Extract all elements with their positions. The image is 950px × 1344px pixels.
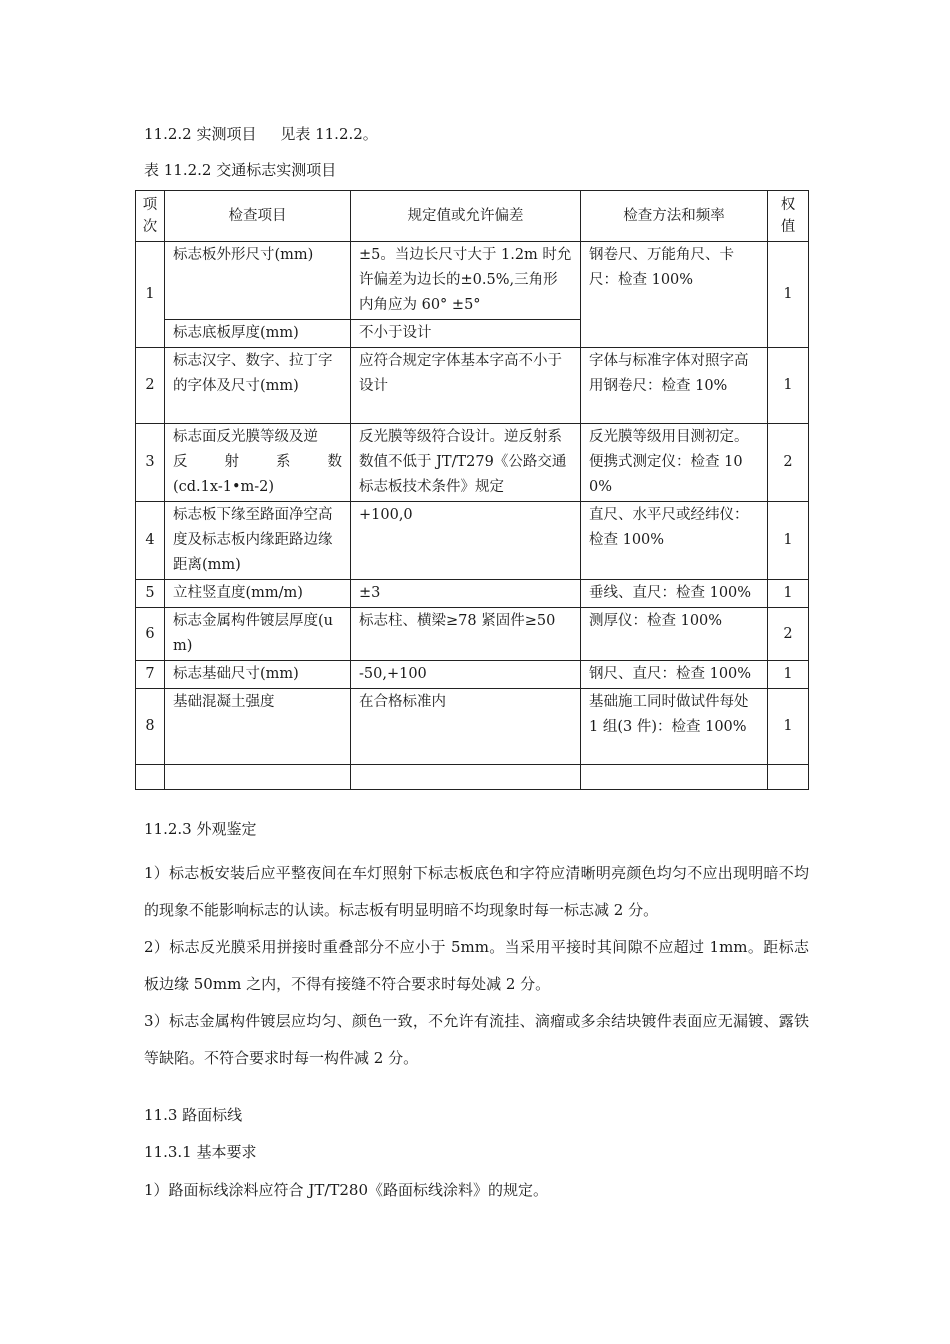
section-heading-11-3-1: 11.3.1 基本要求 xyxy=(144,1143,257,1161)
cell-no: 2 xyxy=(136,348,165,424)
table-row xyxy=(136,580,809,608)
cell-spec: 标志柱、横梁≥78 紧固件≥50 xyxy=(351,608,581,661)
cell-method: 基础施工同时做试件每处 1 组(3 件)：检查 100% xyxy=(581,689,768,765)
cell-method: 钢尺、直尺：检查 100% xyxy=(581,661,768,689)
table-row xyxy=(136,661,809,689)
cell-weight: 1 xyxy=(768,242,809,348)
cell-weight: 1 xyxy=(768,502,809,580)
section-heading-11-3: 11.3 路面标线 xyxy=(144,1106,243,1124)
section-heading-11-2-2: 11.2.2 实测项目 见表 11.2.2。 xyxy=(144,125,378,143)
cell-weight: 1 xyxy=(768,689,809,765)
paragraph-appearance-1: 1）标志板安装后应平整夜间在车灯照射下标志板底色和字符应清晰明亮颜色均匀不应出现明暗不均的现象不能影响标志的认读。标志板有明显明暗不均现象时每一标志减 2 分。 xyxy=(144,864,809,919)
header-item: 检查项目 xyxy=(165,191,351,242)
header-no: 项次 xyxy=(136,191,165,242)
header-spec: 规定值或允许偏差 xyxy=(351,191,581,242)
cell-no: 3 xyxy=(136,424,165,502)
cell-spec: 不小于设计 xyxy=(351,320,581,348)
table-row xyxy=(136,608,809,661)
table-row xyxy=(136,242,809,320)
cell-spec: 在合格标准内 xyxy=(351,689,581,765)
cell-spec: +100,0 xyxy=(351,502,581,580)
cell-method: 垂线、直尺：检查 100% xyxy=(581,580,768,608)
cell-no: 1 xyxy=(136,242,165,348)
cell-weight: 1 xyxy=(768,348,809,424)
cell-method: 反光膜等级用目测初定。便携式测定仪：检查 100% xyxy=(581,424,768,502)
cell-spec: ±5。当边长尺寸大于 1.2m 时允许偏差为边长的±0.5%,三角形内角应为 60° ±5° xyxy=(351,242,581,320)
cell-method: 测厚仪：检查 100% xyxy=(581,608,768,661)
cell-no: 5 xyxy=(136,580,165,608)
cell-item: 标志面反光膜等级及逆 反 射 系 数 (cd.1x-1•m-2) xyxy=(165,424,351,502)
cell-item: 基础混凝土强度 xyxy=(165,689,351,765)
paragraph-basic-1: 1）路面标线涂料应符合 JT/T280《路面标线涂料》的规定。 xyxy=(144,1181,549,1199)
table-row xyxy=(136,502,809,580)
cell-spec: 应符合规定字体基本字高不小于设计 xyxy=(351,348,581,424)
cell-weight: 2 xyxy=(768,608,809,661)
cell-no: 7 xyxy=(136,661,165,689)
cell-weight: 1 xyxy=(768,661,809,689)
cell-no: 4 xyxy=(136,502,165,580)
table-row xyxy=(136,689,809,765)
cell-item: 标志金属构件镀层厚度(um) xyxy=(165,608,351,661)
cell-spec: 反光膜等级符合设计。逆反射系数值不低于 JT/T279《公路交通标志板技术条件》规定 xyxy=(351,424,581,502)
cell-method: 直尺、水平尺或经纬仪：检查 100% xyxy=(581,502,768,580)
cell-weight: 2 xyxy=(768,424,809,502)
cell-item: 标志板下缘至路面净空高度及标志板内缘距路边缘距离(mm) xyxy=(165,502,351,580)
cell-weight: 1 xyxy=(768,580,809,608)
table-row xyxy=(136,424,809,502)
header-method: 检查方法和频率 xyxy=(581,191,768,242)
cell-no: 6 xyxy=(136,608,165,661)
cell-method: 字体与标准字体对照字高用钢卷尺：检查 10% xyxy=(581,348,768,424)
paragraph-appearance-2: 2）标志反光膜采用拼接时重叠部分不应小于 5mm。当采用平接时其间隙不应超过 1mm。距标志板边缘 50mm 之内，不得有接缝不符合要求时每处减 2 分。 xyxy=(144,938,809,993)
table-caption: 表 11.2.2 交通标志实测项目 xyxy=(144,161,337,179)
section-heading-11-2-3: 11.2.3 外观鉴定 xyxy=(144,820,257,838)
cell-item: 标志基础尺寸(mm) xyxy=(165,661,351,689)
table-row-empty xyxy=(136,765,809,790)
cell-item: 立柱竖直度(mm/m) xyxy=(165,580,351,608)
cell-item: 标志板外形尺寸(mm) xyxy=(165,242,351,320)
cell-method: 钢卷尺、万能角尺、卡尺：检查 100% xyxy=(581,242,768,348)
cell-item: 标志汉字、数字、拉丁字的字体及尺寸(mm) xyxy=(165,348,351,424)
inspection-table xyxy=(135,190,809,790)
paragraph-appearance-3: 3）标志金属构件镀层应均匀、颜色一致，不允许有流挂、滴瘤或多余结块镀件表面应无漏镀、露铁等缺陷。不符合要求时每一构件减 2 分。 xyxy=(144,1012,809,1067)
table-header-row xyxy=(136,191,809,242)
cell-spec: ±3 xyxy=(351,580,581,608)
cell-item: 标志底板厚度(mm) xyxy=(165,320,351,348)
cell-no: 8 xyxy=(136,689,165,765)
table-row xyxy=(136,348,809,424)
cell-spec: -50,+100 xyxy=(351,661,581,689)
header-weight: 权值 xyxy=(768,191,809,242)
